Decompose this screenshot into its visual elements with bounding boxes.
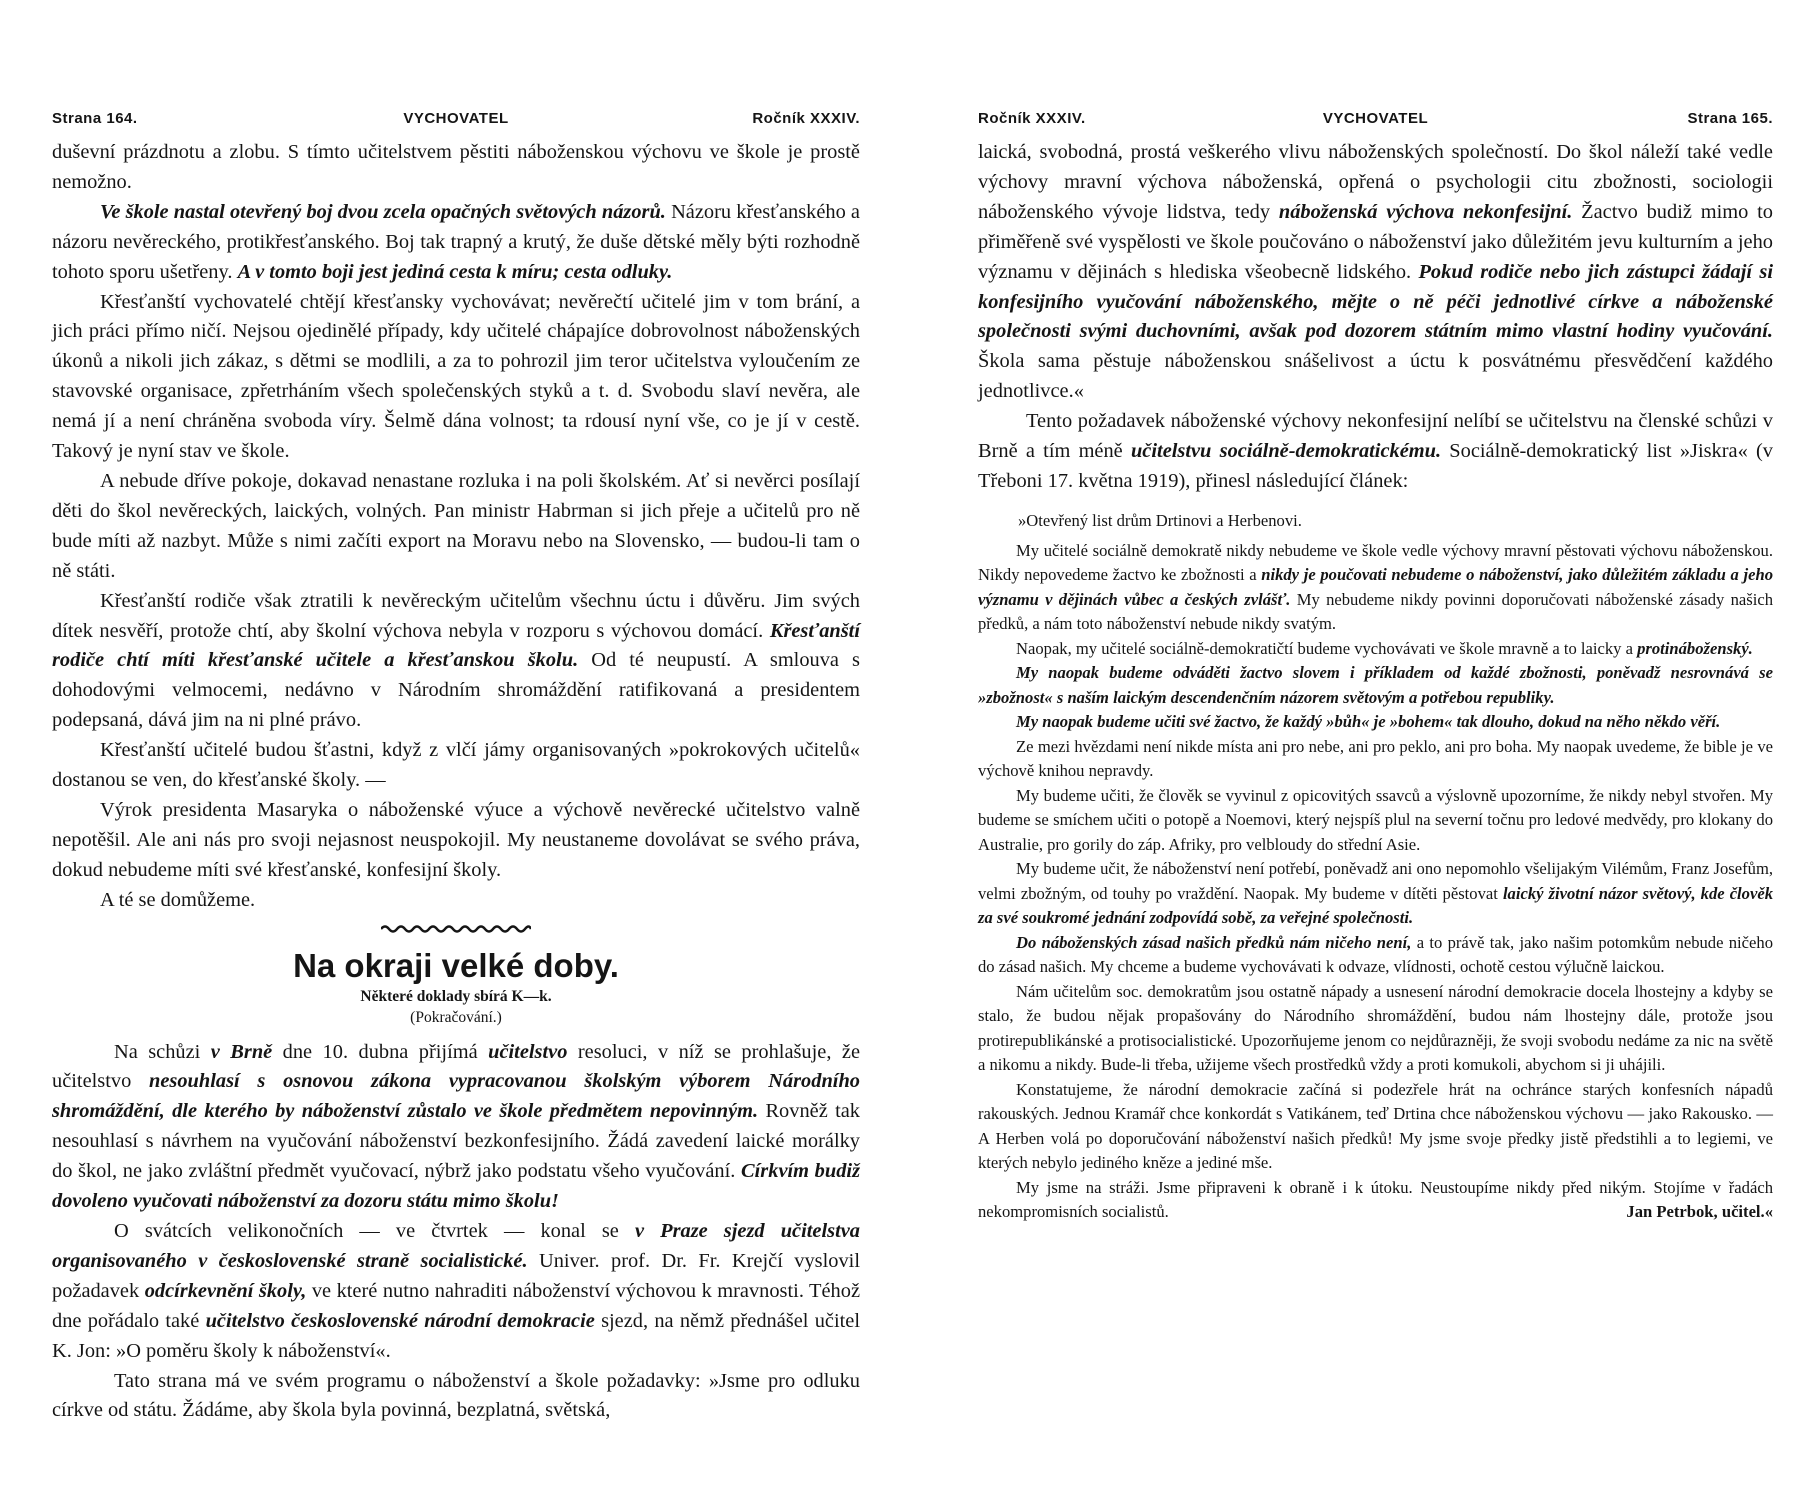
paragraph <box>52 198 860 288</box>
paragraph: Tato strana má ve svém programu o náboženství a škole požadavky: »Jsme pro odluku církve od státu. Žádáme, aby škola byla povinná, bezplatná, světská, <box>52 1369 860 1422</box>
emphasis: Křesťanští rodiče chtí míti křesťanské učitele a křesťanskou školu. <box>52 619 860 672</box>
article-body <box>52 1038 860 1427</box>
paragraph: My budeme učiti, že člověk se vyvinul z opicovitých ssavců a výslovně upozorníme, že nikdy nebyl stvořen. My budeme se smíchem učiti o potopě a Noemovi, který nejspíš plul na severní točnu pro ledové medvědy, pro klokany do Australie, pro gorily do záp. Afriky, pro velbloudy do střední Asie. <box>978 785 1773 854</box>
paragraph <box>978 407 1773 497</box>
emphasis: učitelstvo československé národní demokracie <box>205 1309 595 1332</box>
text: laická, svobodná, prostá veškerého vlivu náboženských společností. Do škol náleží také vedle výchovy mravní výchova náboženská, opřená o psychologii citu zbožnosti, sociologii náboženského vývoje lidstva, tedy <box>978 141 1773 223</box>
text: dne 10. dubna přijímá <box>272 1040 489 1063</box>
paragraph: A nebude dříve pokoje, dokavad nenastane rozluka i na poli školském. Ať si nevěrci posílají děti do škol nevěreckých, laických, volných. Pan ministr Habrman si jich přeje a učitelů pro ně bude míti až nazbyt. Může s nimi začíti export na Moravu nebo na Slovensko, — budou-li tam o ně státi. <box>52 469 860 582</box>
right-page <box>978 100 1773 1225</box>
journal-title: VYCHOVATEL <box>403 110 509 127</box>
paragraph <box>978 539 1773 637</box>
emphasis: Ve škole nastal otevřený boj dvou zcela opačných světových názorů. <box>100 200 666 223</box>
article-title: Na okraji velké doby. <box>293 946 619 984</box>
text: a to právě tak, jako našim potomkům nebude ničeho do zásad našich. My chceme a budeme vychovávati k odvaze, vlídnosti, ochotě cestou výlučně laickou. <box>978 932 1773 977</box>
paragraph: Křesťanští učitelé budou šťastni, když z vlčí jámy organisovaných »pokrokových učitelů« dostanou se ven, do křesťanské školy. — <box>52 739 860 792</box>
text: Křesťanští rodiče však ztratili k nevěreckým učitelům všechnu úctu i důvěru. Jim svých dítek nesvěří, protože chtí, aby školní výchova nebyla v rozporu s výchovou domácí. <box>52 589 860 642</box>
paragraph <box>52 587 860 737</box>
text: My nebudeme nikdy povinni doporučovati náboženské zásady našich předků, a nám toto náboženství nebude nikdy svatým. <box>978 589 1773 634</box>
emphasis: Církvím budiž dovoleno vyučovati náboženství za dozoru státu mimo školu! <box>52 1160 861 1213</box>
signature: Jan Petrbok, učitel.« <box>1626 1202 1773 1222</box>
journal-title: VYCHOVATEL <box>1322 110 1429 127</box>
paragraph: Výrok presidenta Masaryka o náboženské výuce a výchově nevěrecké učitelstvo valně nepotěšil. Ale ani nás pro svoji nejasnost neuspokojil. My neustaneme dovolávat se svého práva, dokud nebudeme míti své křesťanské, konfesijní školy. <box>52 798 860 881</box>
emphasis: učitelstvo <box>488 1040 568 1063</box>
page-header <box>52 100 860 138</box>
paragraph <box>978 857 1773 931</box>
text: Sociálně-demokratický list »Jiskra« (v Třeboni 17. května 1919), přinesl následující článek: <box>978 440 1773 492</box>
paragraph <box>978 931 1773 980</box>
emphasis: protináboženský. <box>1637 638 1753 658</box>
page-header <box>978 100 1773 138</box>
text: Žactvo budiž mimo to přiměřeně své vyspělosti ve škole poučováno o náboženství jako důležitém jevu kulturním a jeho významu v dějinách s hlediska všeobecně lidského. <box>978 200 1773 283</box>
volume: Ročník XXXIV. <box>978 110 1086 127</box>
emphasis: nikdy je poučovati nebudeme o náboženství, jako důležitém základu a jeho významu v dějinách vůbec a českých zvlášť. <box>978 565 1773 609</box>
text: Na schůzi <box>114 1040 211 1063</box>
paragraph <box>978 637 1773 662</box>
volume: Ročník XXXIV. <box>752 110 860 127</box>
emphasis: Pokud rodiče nebo jich zástupci žádají si konfesijního vyučování náboženského, mějte o ně péči jednotlivé církve a náboženské společnosti svými duchovními, avšak pod dozorem státním mimo vlastní hodiny vyučování. <box>978 260 1773 343</box>
left-page <box>52 100 860 1426</box>
text: My učitelé sociálně demokratě nikdy nebudeme ve škole vedle výchovy mravní pěstovati výchovu náboženskou. Nikdy nepovedeme žactvo ke zbožnosti a <box>978 540 1773 585</box>
emphasis: učitelstvu sociálně-demokratickému. <box>1130 440 1442 463</box>
emphasis: My naopak budeme učiti své žactvo, že každý »bůh« je »bohem« tak dlouho, dokud na něho někdo věří. <box>1016 712 1721 732</box>
left-body <box>52 138 860 916</box>
emphasis: v Praze sjezd učitelstva organisovaného v československé straně socialistické. <box>52 1220 860 1272</box>
letter-title: »Otevřený list drům Drtinovi a Herbenovi. <box>1018 510 1302 530</box>
text: Škola sama pěstuje náboženskou snášelivost a úctu k posvátnému přesvědčení každého jednotlivce.« <box>978 350 1773 403</box>
emphasis: v Brně <box>210 1040 273 1063</box>
text: sjezd, na němž přednášel učitel K. Jon: »O poměru školy k náboženství«. <box>52 1309 860 1362</box>
page-number: Strana 164. <box>52 110 138 127</box>
right-body <box>978 138 1773 497</box>
text: Rovněž tak nesouhlasí s návrhem na vyučování náboženství bezkonfesijního. Žádá zavedení laické morálky do škol, ne jako zvláštní předmět vyučovací, nýbrž jako podstatu všeho vyučování. <box>52 1100 860 1183</box>
wavy-line-icon <box>381 924 531 934</box>
text: O svátcích velikonočních — ve čtvrtek — konal se <box>114 1220 635 1242</box>
text: Naopak, my učitelé sociálně-demokratičtí budeme vychovávati ve škole mravně a to laicky a <box>1016 638 1638 658</box>
paragraph: Křesťanští vychovatelé chtějí křesťansky vychovávat; nevěrečtí učitelé jim v tom brání, a jich práci přímo ničí. Nejsou ojedinělé případy, kdy učitelé chápajíce dobrovolnost náboženských úkonů a nikoli jich zákaz, s dětmi se modlili, a za to pohrozil jim teror učitelstva vyloučením ze stavovské organisace, zpřetrháním všech společenských styků a t. d. Svobodu slaví nevěra, ale nemá jí a není chráněna svoboda víry. Šelmě dána volnost; ta rdousí nyní vše, co je jí v cestě. Takový je nyní stav ve škole. <box>52 290 860 463</box>
paragraph: Ze mezi hvězdami není nikde místa ani pro nebe, ani pro peklo, ani pro boha. My naopak uvedeme, že bible je ve výchově knihou nepravdy. <box>978 736 1773 781</box>
paragraph <box>978 661 1773 710</box>
emphasis: odcírkevnění školy, <box>144 1279 307 1302</box>
emphasis: Do náboženských zásad našich předků nám ničeho není, <box>1016 932 1412 952</box>
decorative-divider <box>52 924 860 934</box>
emphasis: My naopak budeme odváděti žactvo slovem i příkladem od každé zbožnosti, poněvadž nesrovnává se »zbožnost« s naším laickým descendenčním názorem světovým a potřebou republiky. <box>978 663 1773 707</box>
text: My budeme učit, že náboženství není potřebí, poněvadž ani ono nepomohlo všelijakým Vilémům, Franz Josefům, velmi zbožným, od touhy po vraždění. Naopak. My budeme v dítěti pěstovat <box>978 859 1773 903</box>
article-subtitle: Některé doklady sbírá K—k. <box>360 987 552 1005</box>
paragraph <box>52 1038 860 1217</box>
paragraph: A té se domůžeme. <box>100 888 256 911</box>
open-letter <box>978 539 1773 1225</box>
text: My jsme na stráži. Jsme připraveni k obraně i k útoku. Neustoupíme nikdy před nikým. Stojíme v řadách nekompromisních socialistů. <box>978 1177 1773 1222</box>
article-continued: (Pokračování.) <box>410 1008 502 1026</box>
paragraph <box>978 1176 1773 1225</box>
paragraph: duševní prázdnotu a zlobu. S tímto učitelstvem pěstiti náboženskou výchovu ve škole je prostě nemožno. <box>52 141 860 193</box>
paragraph <box>978 710 1773 735</box>
emphasis: náboženská výchova nekonfesijní. <box>1278 200 1573 223</box>
text: Univer. prof. Dr. Fr. Krejčí vyslovil požadavek <box>52 1249 860 1302</box>
page-number: Strana 165. <box>1687 110 1773 127</box>
text: resoluci, v níž se prohlašuje, že učitelstvo <box>52 1040 860 1093</box>
paragraph: Konstatujeme, že národní demokracie začíná si podezřele hrát na ochránce starých konfesních nápadů rakouských. Jednou Kramář chce konkordát s Vatikánem, teď Drtina chce náboženskou výchovu — jako Rakousko. — A Herben volá po doporučování náboženství našich předků! My jsme svoje předky jistě předstihli a to legiemi, ve kterých nebylo jediného kněze a jediné mše. <box>978 1079 1773 1173</box>
text: ve které nutno nahraditi náboženství výchovou k mravnosti. Téhož dne pořádalo také <box>52 1279 860 1332</box>
paragraph: Nám učitelům soc. demokratům jsou ostatně nápady a usnesení národní demokracie docela lhostejny a kdyby se stalo, že budou nějak propašovány do Národního shromáždění, budou nám lhostejny dále, protože jsou protirepublikánské a protisocialistické. Upozorňujeme jenom co nejdůrazněji, že svoji svobodu nedáme za nic na světě a nikomu a nikdy. Bude-li třeba, užijeme všech prostředků vždy a proti komukoli, abychom si ji uhájili. <box>978 981 1773 1075</box>
paragraph <box>52 1217 860 1367</box>
text: Názoru křesťanského a názoru nevěreckého, protikřesťanského. Boj tak trapný a krutý, že duše dětské měly býti rozhodně tohoto sporu ušetřeny. <box>52 200 860 283</box>
emphasis: nesouhlasí s osnovou zákona vypracovanou školským výborem Národního shromáždění, dle kterého by náboženství zůstalo ve škole předmětem nepovinným. <box>52 1070 860 1123</box>
emphasis: laický životní názor světový, kde člověk za své soukromé jednání zodpovídá sobě, za veřejné společnosti. <box>978 883 1773 928</box>
text: Od té neupustí. A smlouva s dohodovými velmocemi, nedávno v Národním shromáždění ratifikovaná a presidentem podepsaná, dává jim na ni plné právo. <box>52 649 860 732</box>
paragraph <box>978 138 1773 407</box>
text: Tento požadavek náboženské výchovy nekonfesijní nelíbí se učitelstvu na členské schůzi v Brně a tím méně <box>978 410 1773 463</box>
emphasis: A v tomto boji jest jediná cesta k míru; cesta odluky. <box>237 260 673 283</box>
